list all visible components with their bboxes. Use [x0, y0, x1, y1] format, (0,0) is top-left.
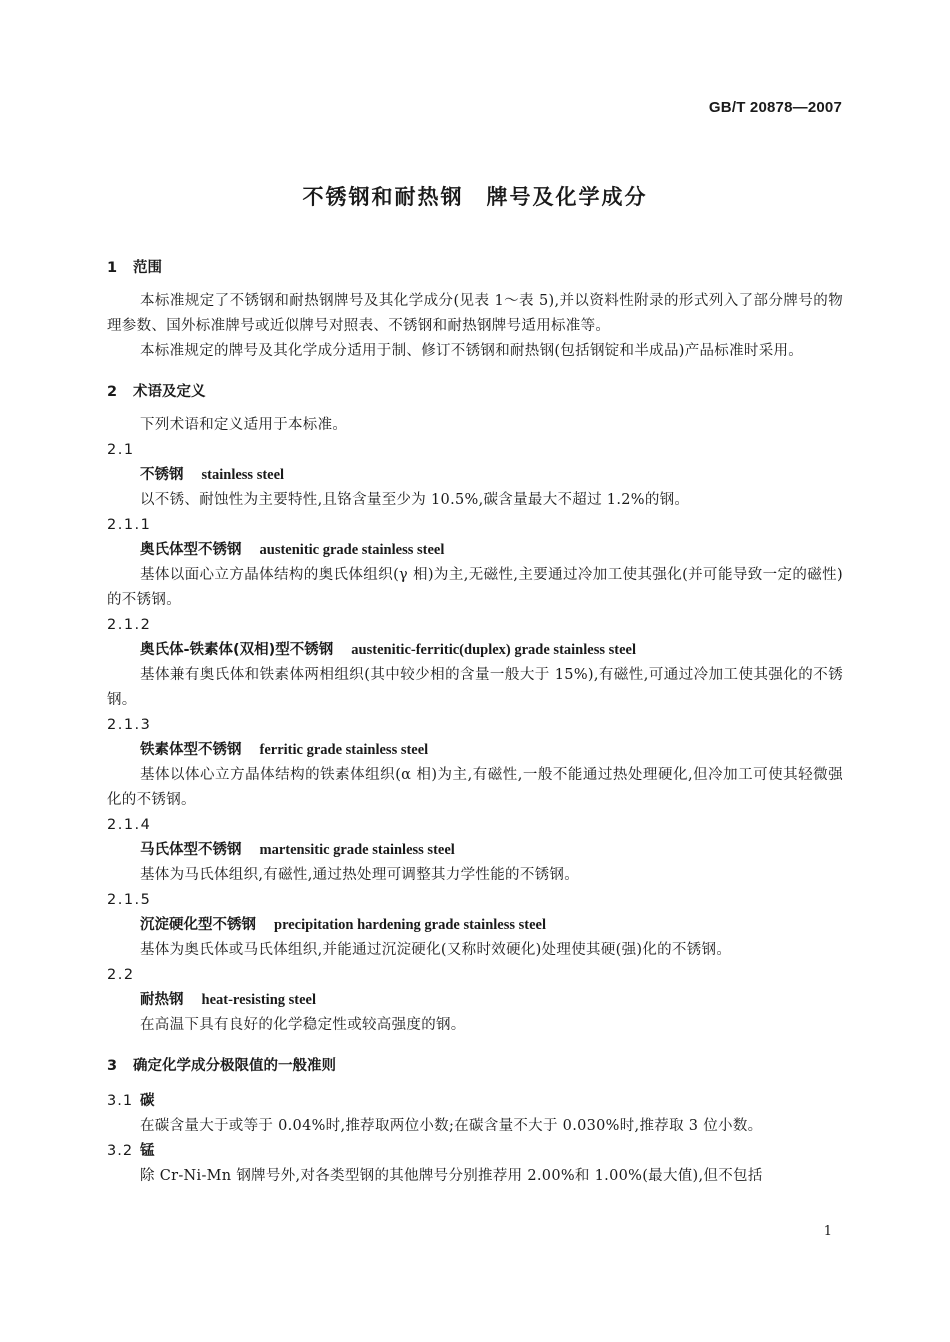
paragraph: 在碳含量大于或等于 0.04%时,推荐取两位小数;在碳含量不大于 0.030%时,推荐取 3 位小数。 [140, 1118, 763, 1134]
definition: 基体为奥氏体或马氏体组织,并能通过沉淀硬化(又称时效硬化)处理使其硬(强)化的不锈钢。 [140, 942, 732, 958]
subclause-heading [107, 1089, 843, 1114]
term-line [107, 913, 843, 938]
term-chinese: 奥氏体型不锈钢 [140, 542, 242, 558]
term-english: martensitic grade stainless steel [259, 842, 455, 858]
section-number: 1 [107, 260, 118, 276]
term-english: precipitation hardening grade stainless steel [274, 917, 547, 933]
section-title: 范围 [133, 260, 162, 276]
term-line [107, 463, 843, 488]
clause-number: 2.1.2 [107, 617, 152, 633]
section-number: 3 [107, 1058, 118, 1074]
term-chinese: 马氏体型不锈钢 [140, 842, 242, 858]
definition: 基体以面心立方晶体结构的奥氏体组织(γ 相)为主,无磁性,主要通过冷加工使其强化(并可能导致一定的磁性)的不锈钢。 [107, 567, 843, 608]
clause-number: 2.1.4 [107, 817, 152, 833]
term-chinese: 不锈钢 [140, 467, 184, 483]
clause-number: 2.1.3 [107, 717, 152, 733]
document-body [107, 252, 843, 1189]
term-english: austenitic-ferritic(duplex) grade stainless steel [351, 642, 636, 658]
standard-code: GB/T 20878—2007 [708, 99, 842, 116]
definition: 基体兼有奥氏体和铁素体两相组织(其中较少相的含量一般大于 15%),有磁性,可通过冷加工使其强化的不锈钢。 [107, 667, 843, 708]
paragraph: 下列术语和定义适用于本标准。 [140, 417, 348, 433]
paragraph: 本标准规定了不锈钢和耐热钢牌号及其化学成分(见表 1～表 5),并以资料性附录的形式列入了部分牌号的物理参数、国外标准牌号或近似牌号对照表、不锈钢和耐热钢牌号适用标准等。 [107, 293, 843, 334]
definition: 基体以体心立方晶体结构的铁素体组织(α 相)为主,有磁性,一般不能通过热处理硬化,但冷加工可使其轻微强化的不锈钢。 [107, 767, 843, 808]
clause-number: 2.1.5 [107, 892, 152, 908]
paragraph: 本标准规定的牌号及其化学成分适用于制、修订不锈钢和耐热钢(包括钢锭和半成品)产品标准时采用。 [140, 343, 804, 359]
term-line [107, 988, 843, 1013]
section-2-heading [107, 376, 843, 409]
term-line [107, 638, 843, 663]
page-number: 1 [823, 1224, 832, 1239]
document-title: 不锈钢和耐热钢 牌号及化学成分 [302, 185, 648, 209]
term-english: ferritic grade stainless steel [259, 742, 429, 758]
term-english: heat-resisting steel [201, 992, 316, 1008]
term-line [107, 738, 843, 763]
clause-label: 锰 [140, 1143, 155, 1159]
subclause-heading [107, 1139, 843, 1164]
paragraph: 除 Cr-Ni-Mn 钢牌号外,对各类型钢的其他牌号分别推荐用 2.00%和 1.00%(最大值),但不包括 [140, 1168, 763, 1184]
section-1-heading [107, 252, 843, 285]
section-title: 确定化学成分极限值的一般准则 [133, 1058, 336, 1074]
term-line [107, 538, 843, 563]
term-chinese: 沉淀硬化型不锈钢 [140, 917, 256, 933]
clause-number: 2.2 [107, 967, 135, 983]
clause-label: 碳 [140, 1093, 155, 1109]
section-3-heading [107, 1050, 843, 1083]
definition: 在高温下具有良好的化学稳定性或较高强度的钢。 [140, 1017, 466, 1033]
term-chinese: 耐热钢 [140, 992, 184, 1008]
term-english: stainless steel [201, 467, 285, 483]
clause-number: 2.1 [107, 442, 135, 458]
definition: 基体为马氏体组织,有磁性,通过热处理可调整其力学性能的不锈钢。 [140, 867, 580, 883]
clause-number: 3.1 [107, 1093, 134, 1109]
clause-number: 2.1.1 [107, 517, 152, 533]
term-chinese: 奥氏体-铁素体(双相)型不锈钢 [140, 642, 334, 658]
section-title: 术语及定义 [133, 384, 206, 400]
term-english: austenitic grade stainless steel [259, 542, 445, 558]
definition: 以不锈、耐蚀性为主要特性,且铬含量至少为 10.5%,碳含量最大不超过 1.2%的钢。 [140, 492, 690, 508]
term-chinese: 铁素体型不锈钢 [140, 742, 242, 758]
section-number: 2 [107, 384, 118, 400]
clause-number: 3.2 [107, 1143, 134, 1159]
term-line [107, 838, 843, 863]
